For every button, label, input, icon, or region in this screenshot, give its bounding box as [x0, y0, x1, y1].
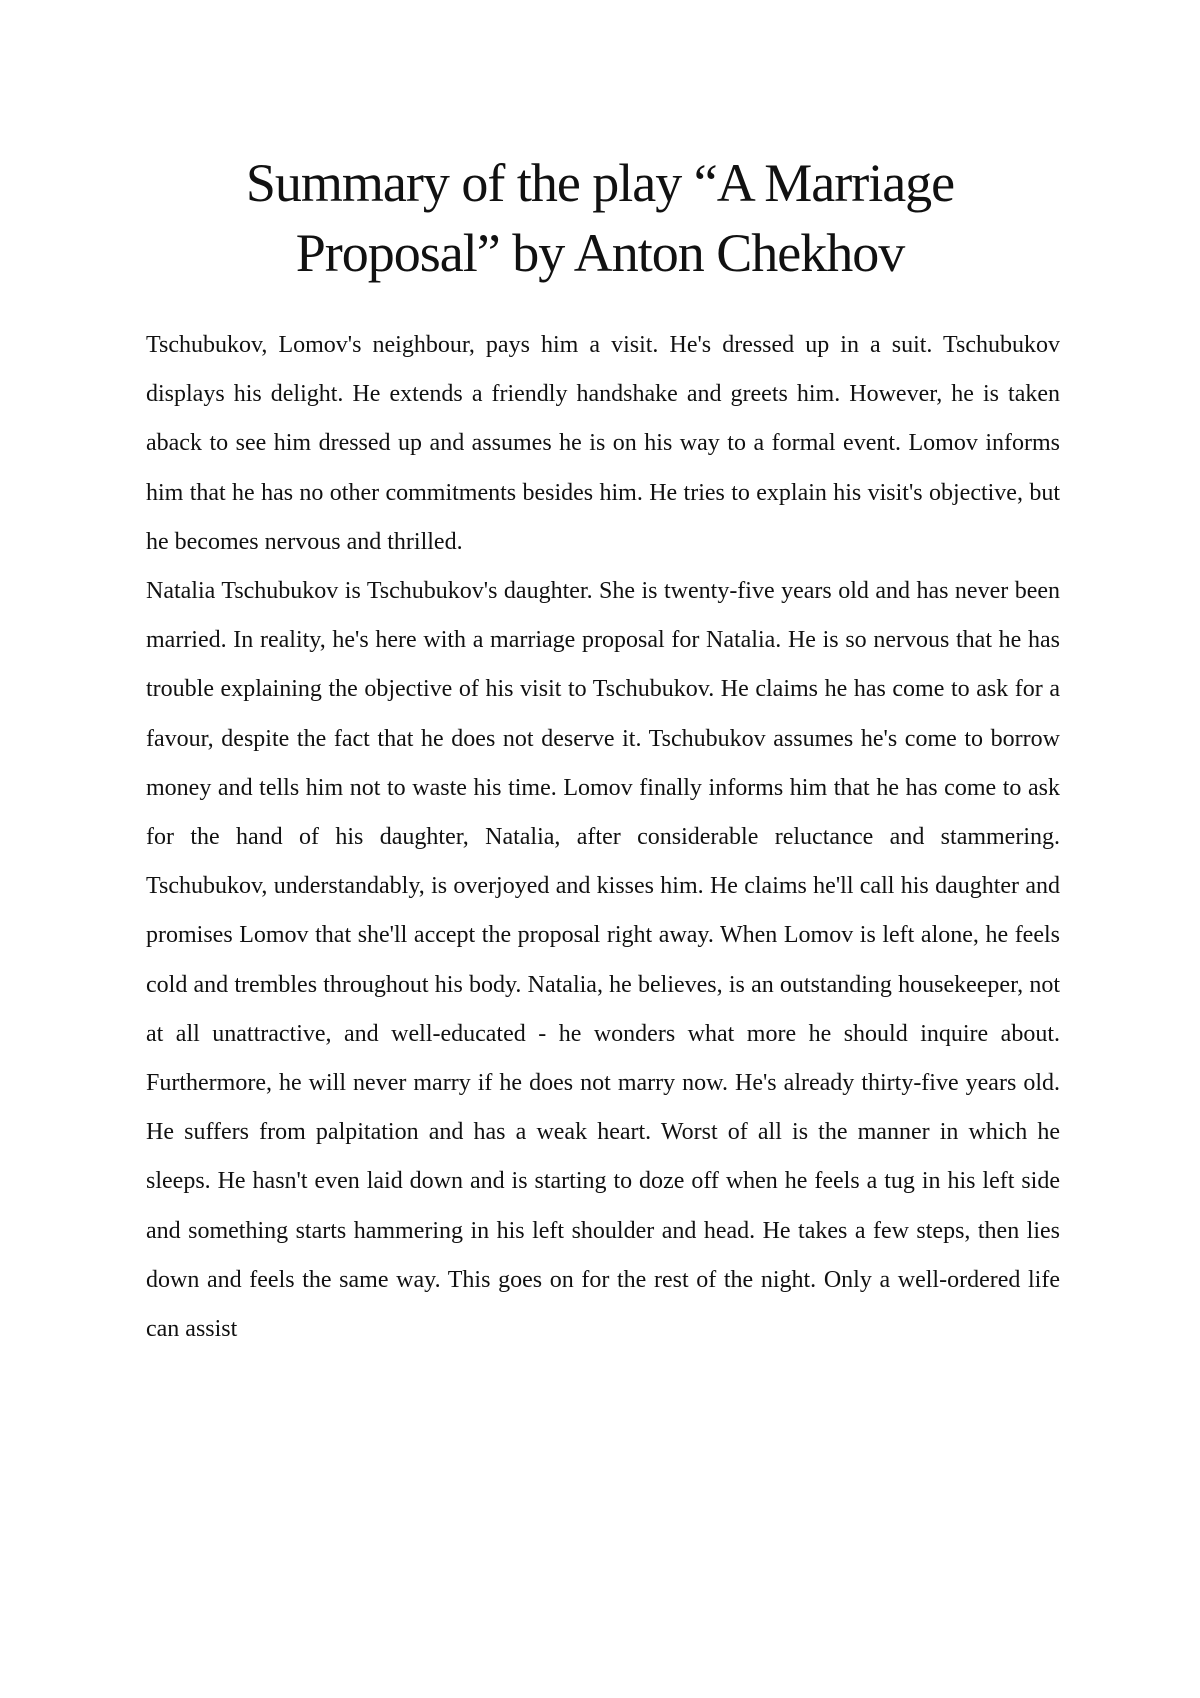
paragraph: Tschubukov, Lomov's neighbour, pays him a visit. He's dressed up in a suit. Tschubukov displays his delight. He extends a friendly handshake and greets him. However, he is taken aback to see him dressed up and assumes he is on his way to a formal event. Lomov informs him that he has no other commitments besides him. He tries to explain his visit's objective, but he becomes nervous and thrilled. — [146, 332, 1060, 555]
page-title: Summary of the play “A Marriage Proposal” by Anton Chekhov — [245, 153, 955, 283]
document-body — [146, 321, 1060, 1354]
paragraph: Natalia Tschubukov is Tschubukov's daughter. She is twenty-five years old and has never been married. In reality, he's here with a marriage proposal for Natalia. He is so nervous that he has trouble explaining the objective of his visit to Tschubukov. He claims he has come to ask for a favour, despite the fact that he does not deserve it. Tschubukov assumes he's come to borrow money and tells him not to waste his time. Lomov finally informs him that he has come to ask for the hand of his daughter, Natalia, after considerable reluctance and stammering. Tschubukov, understandably, is overjoyed and kisses him. He claims he'll call his daughter and promises Lomov that she'll accept the proposal right away. When Lomov is left alone, he feels cold and trembles throughout his body. Natalia, he believes, is an outstanding housekeeper, not at all unattractive, and well-educated - he wonders what more he should inquire about. Furthermore, he will never marry if he does not marry now. He's already thirty-five years old. He suffers from palpitation and has a weak heart. Worst of all is the manner in which he sleeps. He hasn't even laid down and is starting to doze off when he feels a tug in his left side and something starts hammering in his left shoulder and head. He takes a few steps, then lies down and feels the same way. This goes on for the rest of the night. Only a well-ordered life can assist — [146, 578, 1060, 1343]
